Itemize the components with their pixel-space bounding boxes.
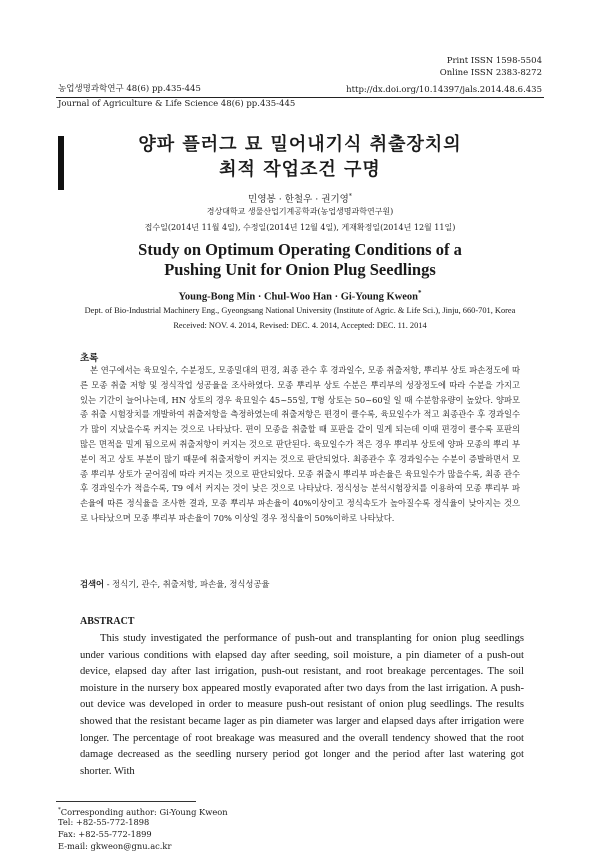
keywords-list: - 정식기, 관수, 취출저항, 파손율, 정식성공율 xyxy=(106,579,270,589)
affiliation-kr: 경상대학교 생물산업기계공학과(농업생명과학연구원) xyxy=(206,207,394,216)
affiliation-en: Dept. of Bio-Industrial Machinery Eng., Gyeongsang National University (Institute of Agric. & Life Sci.), Jinju, 660-701, Korea xyxy=(84,306,516,315)
keywords-label: 검색어 xyxy=(80,579,105,589)
doi-link[interactable]: http://dx.doi.org/10.14397/jals.2014.48.6.435 xyxy=(346,85,542,95)
authors-kr: 민영봉 · 한철우 · 권기영* xyxy=(248,193,352,206)
online-issn: Online ISSN 2383-8272 xyxy=(439,68,542,78)
title-en-line-1: Study on Optimum Operating Conditions of a xyxy=(138,240,462,259)
keywords xyxy=(80,578,269,590)
header-rule xyxy=(56,97,544,98)
title-en-line-2: Pushing Unit for Onion Plug Seedlings xyxy=(164,260,436,279)
title-kr-line-1: 양파 플러그 묘 밀어내기식 취출장치의 xyxy=(138,134,462,155)
title-kr-line-2: 최적 작업조건 구명 xyxy=(219,159,381,180)
abstract-kr-body: 본 연구에서는 육묘일수, 수분정도, 모종밀대의 편경, 최종 관수 후 경과일수, 모종 취출저항, 뿌리부 상토 파손정도에 따른 모종 취출 저항 및 정식작업 성공율을 조사하였다. 모종 뿌리부 상토 수분은 뿌리부의 성장정도에 따라 수분을 가지고 있는 기간이 늘어나는데, HN 상토의 경우 육묘일수 45~55일, T형 상토는 50~60일 일 때 수분함유량이 높았다. 양파모종 취출 시험장치를 개발하여 취출저항을 측정하였는데 취출저항은 편경이 클수록, 육묘일수가 적고 최종관수 후 경과일수가 많이 지났을수록 커지는 것으로 나타났다. 편이 모종을 취출할 때 포판을 같이 밀게 되는데 이때 편경이 클수록 포판의 많은 면적을 밀게 됨으로써 취출저항이 커지는 것으로 판단된다. 육묘일수가 적은 경우 뿌리부 상토에 양파 모종의 뿌리 부분이 적고 상토 부분이 많기 때문에 취출저항이 커지는 것으로 판단되었다. 최종관수 후 경과일수는 수분이 증발하면서 모종 뿌리부 상토가 굳어짐에 따라 커지는 것으로 판단되었다. 모종 취출시 뿌리부 파손율은 육묘일수가 많을수록, 최종 관수 후 경과일수가 적을수록, T9 에서 커지는 것이 낮은 것으로 나타났다. 정식성능 분석시험장치를 이용하여 모종 뿌리부 파손율에 따른 정식율을 조사한 결과, 모종 뿌리부 파손율이 40%이상이고 정식속도가 높아질수록 정식율이 낮아지는 것으로 나타났으며 모종 뿌리부 파손율이 70% 이상일 경우 정식율이 50%이하로 나타났다. xyxy=(80,365,520,523)
abstract-en-heading: ABSTRACT xyxy=(80,616,135,627)
dates-kr: 접수일(2014년 11월 4일), 수정일(2014년 12월 4일), 게재확정일(2014년 12월 11일) xyxy=(144,223,456,232)
footnote-tel: Tel: +82-55-772-1898 xyxy=(58,817,150,827)
authors-en: Young-Bong Min · Chul-Woo Han · Gi-Young Kweon* xyxy=(178,289,422,303)
journal-citation-kr: 농업생명과학연구 48(6) pp.435-445 xyxy=(58,84,201,94)
print-issn: Print ISSN 1598-5504 xyxy=(446,56,542,66)
footnote-email[interactable]: E-mail: gkweon@gnu.ac.kr xyxy=(58,841,172,851)
footnote-rule xyxy=(56,801,196,802)
journal-citation-en: Journal of Agriculture & Life Science 48(6) pp.435-445 xyxy=(58,99,296,109)
abstract-en-body: This study investigated the performance of push-out and transplanting for onion plug seedlings under various conditions with elapsed day after seeding, soil moisture, a pin diameter of a push-out device, elapsed day after last irrigation, push-out resistant, and root breakage percentages. The soil moisture in the nursery box appeared mostly evaporated after two days from the last irrigation. A push-out device was developed in order to measure push-out resistant of onion plug seedlings. The results showed that the resistant became lager as pin diameter was larger and elapsed days after irrigation were longer. The percentage of root breakage was measured and the overall tendency showed that the root damage decreased as the seedling nursery period got longer and the period after last watering got shorter. With xyxy=(80,633,524,777)
abstract-kr-heading: 초록 xyxy=(80,353,99,364)
footnote-fax: Fax: +82-55-772-1899 xyxy=(58,829,152,839)
footnote-corresponding: *Corresponding author: Gi-Young Kweon xyxy=(58,806,228,817)
dates-en: Received: NOV. 4. 2014, Revised: DEC. 4. 2014, Accepted: DEC. 11. 2014 xyxy=(173,321,427,330)
